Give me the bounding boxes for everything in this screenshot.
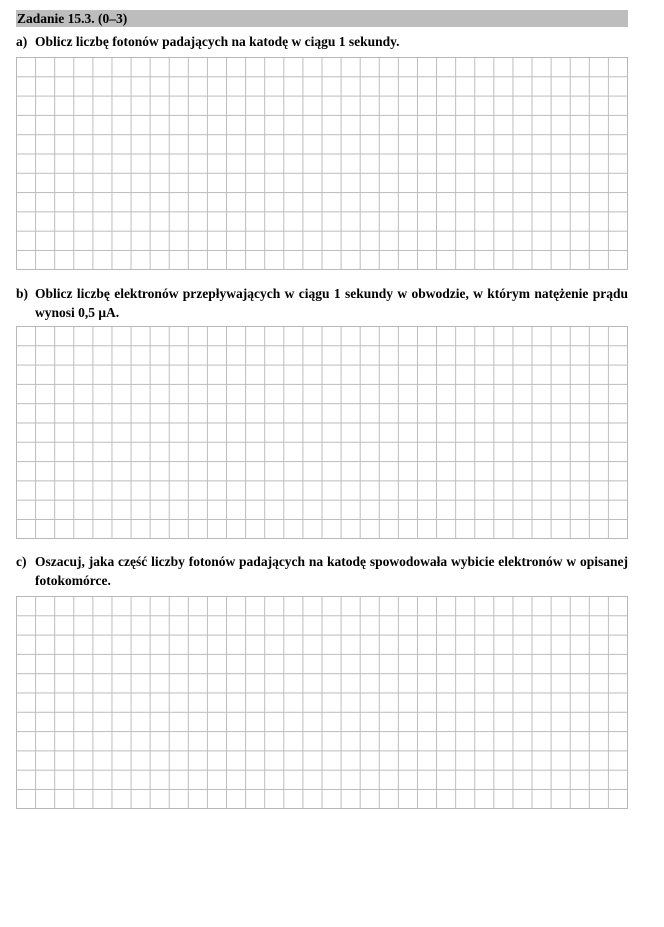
question-c-text: Oszacuj, jaka część liczby fotonów padających na katodę spowodowała wybicie elektronów w opisanej fotokomórce. — [35, 554, 628, 588]
question-a-text: Oblicz liczbę fotonów padających na katodę w ciągu 1 sekundy. — [35, 34, 400, 49]
question-c — [16, 552, 628, 590]
answer-grid-c[interactable] — [16, 596, 628, 809]
task-title: Zadanie 15.3. (0–3) — [16, 10, 628, 27]
question-b — [16, 284, 628, 322]
question-a — [16, 32, 628, 51]
question-b-letter: b) — [16, 286, 29, 301]
answer-grid-b[interactable] — [16, 326, 628, 539]
answer-grid-a[interactable] — [16, 57, 628, 270]
question-a-letter: a) — [16, 34, 28, 49]
question-b-text: Oblicz liczbę elektronów przepływających w ciągu 1 sekundy w obwodzie, w którym natężenie prądu wynosi 0,5 μA. — [35, 286, 628, 320]
question-c-letter: c) — [16, 554, 27, 569]
